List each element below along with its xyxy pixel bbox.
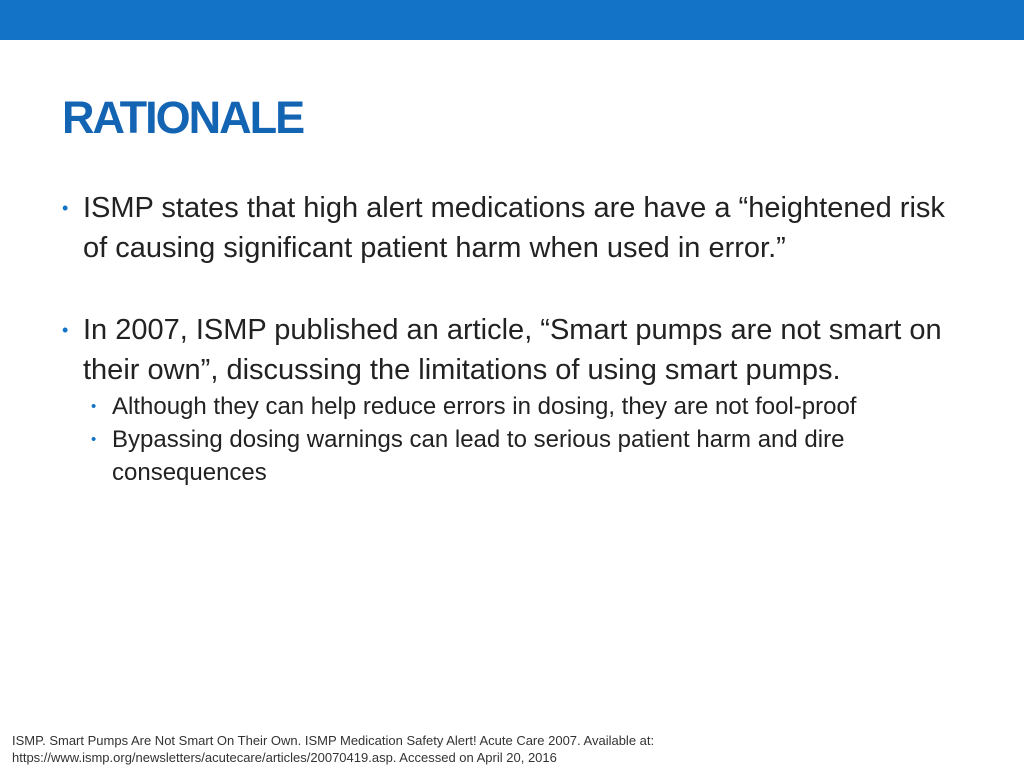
- bullet-dot-icon: •: [91, 431, 97, 448]
- bullet-dot-icon: •: [62, 198, 69, 218]
- bullet-list: [62, 188, 962, 489]
- bullet-text: ISMP states that high alert medications are have a “heightened risk of causing significant patient harm when used in error.”: [83, 192, 945, 264]
- bullet-item: [62, 310, 962, 390]
- sub-bullet-list: [62, 390, 962, 489]
- sub-bullet-text: Although they can help reduce errors in dosing, they are not fool-proof: [112, 393, 857, 420]
- bullet-dot-icon: •: [62, 320, 69, 340]
- header-accent-bar: [0, 0, 1024, 40]
- bullet-item: [62, 188, 962, 268]
- bullet-text: In 2007, ISMP published an article, “Smart pumps are not smart on their own”, discussing the limitations of using smart pumps.: [83, 314, 942, 386]
- bullet-dot-icon: •: [91, 398, 97, 415]
- slide-title: RATIONALE: [62, 92, 304, 143]
- sub-bullet-item: [91, 390, 962, 423]
- sub-bullet-item: [91, 423, 962, 489]
- citation-line: https://www.ismp.org/newsletters/acutecare/articles/20070419.asp. Accessed on April 20, 2016: [12, 750, 557, 765]
- sub-bullet-text: Bypassing dosing warnings can lead to serious patient harm and dire consequences: [112, 426, 845, 486]
- citation-line: ISMP. Smart Pumps Are Not Smart On Their Own. ISMP Medication Safety Alert! Acute Care 2007. Available at:: [12, 733, 655, 748]
- citation-footnote: [12, 732, 1012, 766]
